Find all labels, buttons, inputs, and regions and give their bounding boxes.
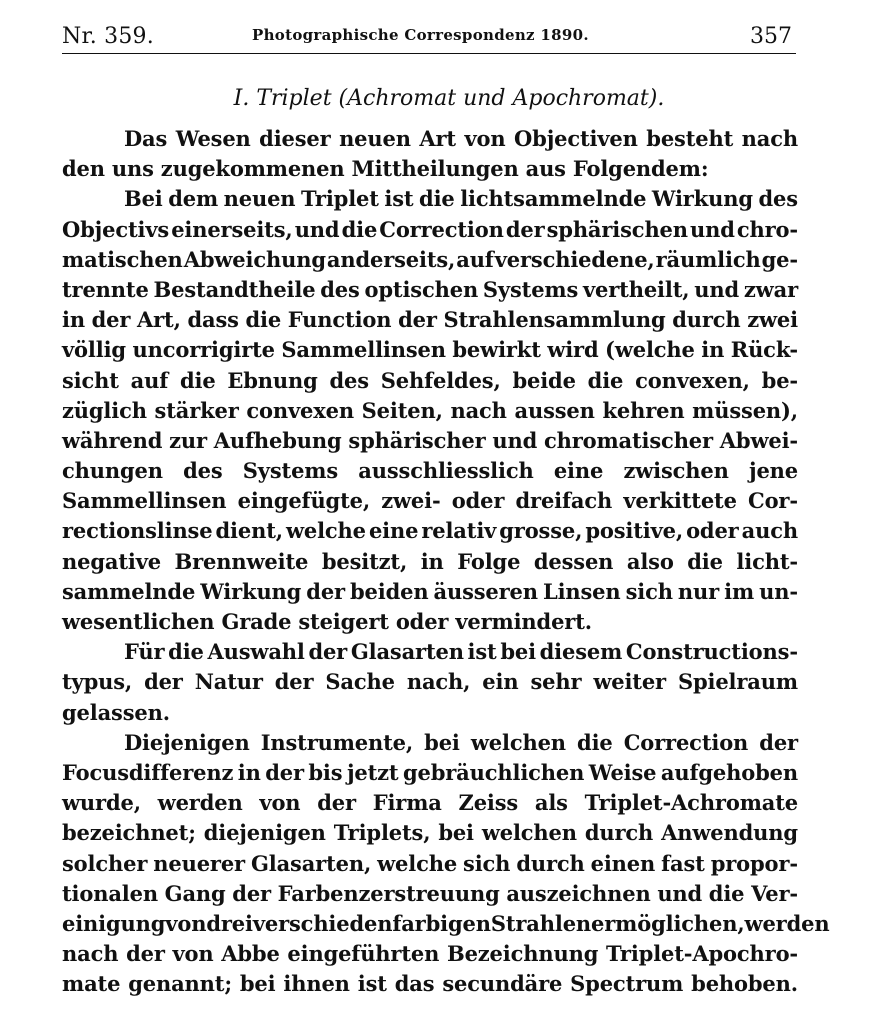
section-heading: I. Triplet (Achromat und Apochromat). [233,86,665,111]
text-line: während zur Aufhebung sphärischer und chromatischer Abwei- [62,427,798,453]
text-line: einigung von drei verschiedenfarbigen Strahlen ermöglichen, werden [62,910,830,936]
text-line: gelassen. [62,699,170,725]
text-line: züglich stärker convexen Seiten, nach aussen kehren müssen), [62,397,798,423]
text-line: matischen Abweichung anderseits, auf verschiedene, räumlich ge- [62,246,798,272]
text-line: tionalen Gang der Farbenzerstreuung auszeichnen und die Ver- [62,880,798,906]
text-line: typus, der Natur der Sache nach, ein sehr weiter Spielraum [62,669,798,695]
journal-title: Photographische Correspondenz 1890. [252,26,589,44]
text-line: in der Art, dass die Function der Strahlensammlung durch zwei [62,307,798,333]
text-line: Objectivs einerseits, und die Correction der sphärischen und chro- [62,216,798,242]
text-line: trennte Bestandtheile des optischen Systems vertheilt, und zwar [62,276,798,302]
text-line: wurde, werden von der Firma Zeiss als Triplet-Achromate [62,790,798,816]
text-line: sicht auf die Ebnung des Sehfeldes, beide die convexen, be- [62,367,798,393]
text-line: den uns zugekommenen Mittheilungen aus Folgendem: [62,156,709,182]
page-number: 357 [750,24,792,49]
text-line: negative Brennweite besitzt, in Folge dessen also die licht- [62,548,798,574]
text-line: Für die Auswahl der Glasarten ist bei diesem Constructions- [124,639,798,665]
body-text [62,124,830,999]
text-line: bezeichnet; diejenigen Triplets, bei welchen durch Anwendung [62,820,798,846]
text-line: Focusdifferenz in der bis jetzt gebräuchlichen Weise aufgehoben [62,759,798,785]
text-line: wesentlichen Grade steigert oder vermindert. [62,609,592,634]
text-line: Diejenigen Instrumente, bei welchen die Correction der [124,729,798,755]
header-rule [62,53,796,54]
page-header [62,18,794,52]
text-line: nach der von Abbe eingeführten Bezeichnung Triplet-Apochro- [62,941,798,967]
text-line: chungen des Systems ausschliesslich eine zwischen jene [62,458,798,484]
text-line: rectionslinse dient, welche eine relativ grosse, positive, oder auch [62,518,798,544]
text-line: mate genannt; bei ihnen ist das secundäre Spectrum behoben. [62,971,798,997]
text-line: sammelnde Wirkung der beiden äusseren Linsen sich nur im un- [62,578,798,604]
text-line: Das Wesen dieser neuen Art von Objectiven besteht nach [124,126,798,151]
text-line: solcher neuerer Glasarten, welche sich durch einen fast propor- [62,850,798,876]
issue-number: Nr. 359. [62,24,154,49]
text-line: Sammellinsen eingefügte, zwei- oder dreifach verkittete Cor- [62,488,798,514]
text-line: völlig uncorrigirte Sammellinsen bewirkt wird (welche in Rück- [62,337,798,363]
text-line: Bei dem neuen Triplet ist die lichtsammelnde Wirkung des [124,186,798,212]
